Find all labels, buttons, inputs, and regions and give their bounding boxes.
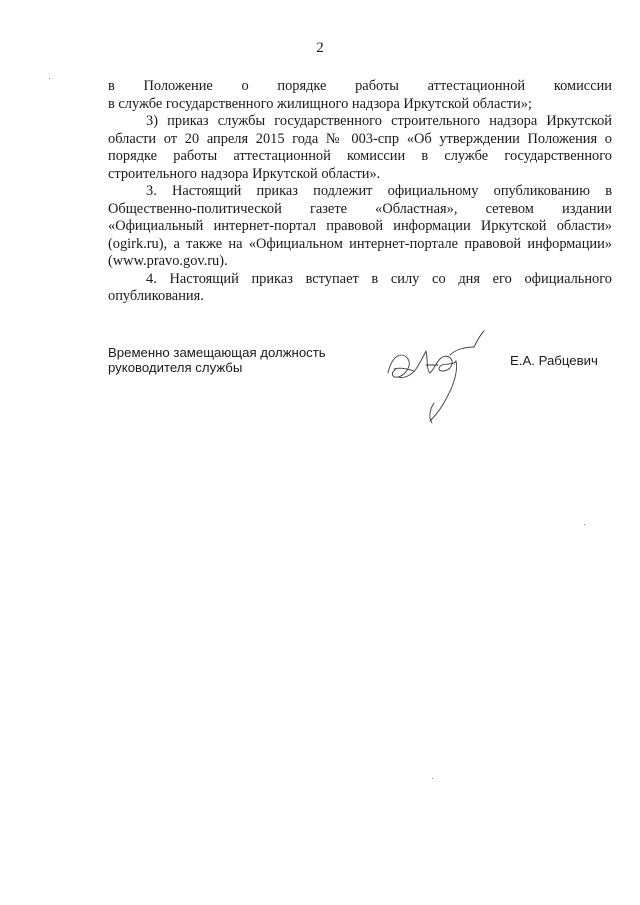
scan-speck [49,78,50,79]
scan-speck [584,524,585,525]
paragraph-4: 4. Настоящий приказ вступает в силу со дня его официального опубликования. [108,270,612,304]
item-2-first-line: в Положение о порядке работы аттестационной комиссии [108,78,612,94]
signatory-position: Временно замещающая должность руководителя службы [108,345,326,375]
scan-speck [432,778,433,779]
page-number: 2 [316,40,324,56]
item-2-continuation [108,78,612,113]
document-body [108,78,612,306]
paragraph-3: 3. Настоящий приказ подлежит официальному опубликованию в Общественно-политической газете «Областная», сетевом издании «Официальный интернет-портал правовой информации Иркутской области» (ogirk.ru), а также на «Официальном интернет-портале правовой информации» (www.pravo.gov.ru). [108,183,612,269]
handwritten-signature [380,325,490,435]
item-2-second-line: в службе государственного жилищного надзора Иркутской области»; [108,95,532,112]
list-item-3: 3) приказ службы государственного строительного надзора Иркутской области от 20 апреля 2015 года № 003-спр «Об утверждении Положения о порядке работы аттестационной комиссии в службе государственного строительного надзора Иркутской области». [108,113,612,182]
signatory-name: Е.А. Рабцевич [510,353,598,368]
